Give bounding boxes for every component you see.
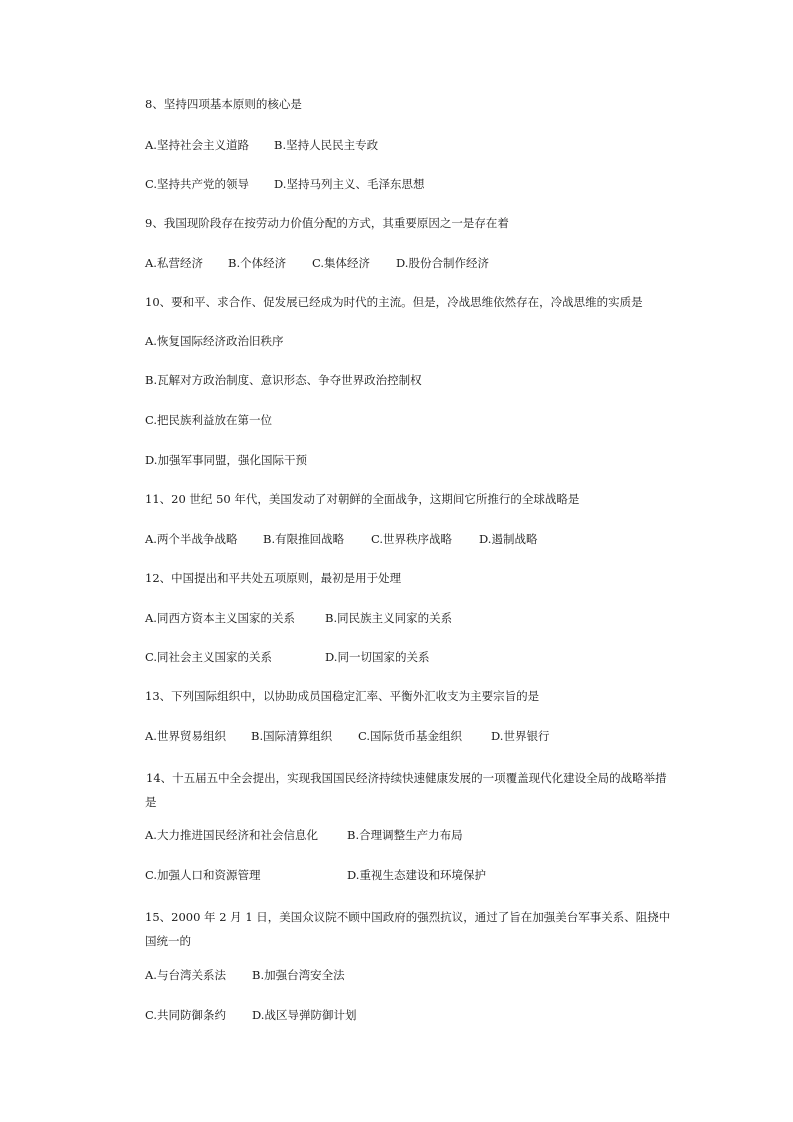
option-b: B.国际清算组织 [251,729,333,743]
question-10-option-d: D.加强军事同盟，强化国际干预 [145,453,307,467]
option-b: B.有限推回战略 [263,532,345,546]
option-d: D.世界银行 [491,729,550,743]
option-a: A.与台湾关系法 [145,968,226,982]
question-14-stem: 14、十五届五中全会提出，实现我国国民经济持续快速健康发展的一项覆盖现代化建设全局的战略举措是 [145,771,667,809]
option-b: B.坚持人民民主专政 [274,138,379,152]
question-13-stem: 13、下列国际组织中，以协助成员国稳定汇率、平衡外汇收支为主要宗旨的是 [145,689,540,703]
question-12-stem: 12、中国提出和平共处五项原则，最初是用于处理 [145,571,402,585]
question-10-stem: 10、要和平、求合作、促发展已经成为时代的主流。但是，冷战思维依然存在，冷战思维的实质是 [145,295,643,309]
question-12-options-row-2 [145,652,429,664]
option-d: D.股份合制作经济 [396,256,489,270]
option-c: C.国际货币基金组织 [358,729,463,743]
option-a: A.坚持社会主义道路 [145,138,249,152]
question-8-options-row-2 [145,179,424,191]
option-c: C.共同防御条约 [145,1008,227,1022]
question-9-options-row-1 [145,258,489,270]
option-d: D.战区导弹防御计划 [252,1008,357,1022]
question-11-options-row-1 [145,534,537,546]
question-12-options-row-1 [145,613,452,625]
option-b: B.合理调整生产力布局 [347,828,463,842]
option-d: D.同一切国家的关系 [325,650,430,664]
option-d: D.遏制战略 [479,532,538,546]
option-a: A.两个半战争战略 [145,532,238,546]
option-d: D.重视生态建设和环境保护 [347,868,486,882]
option-a: A.私营经济 [145,256,203,270]
question-10-option-b: B.瓦解对方政治制度、意识形态、争夺世界政治控制权 [145,373,422,387]
question-15-options-row-2 [145,1010,356,1022]
option-b: B.个体经济 [228,256,287,270]
question-8-options-row-1 [145,140,378,152]
option-b: B.同民族主义同家的关系 [325,611,453,625]
option-a: A.世界贸易组织 [145,729,226,743]
question-14-options-row-1 [145,830,463,842]
option-c: C.世界秩序战略 [371,532,453,546]
question-15-stem: 15、2000 年 2 月 1 日，美国众议院不顾中国政府的强烈抗议，通过了旨在加强美台军事关系、阻挠中国统一的 [145,910,671,948]
option-d: D.坚持马列主义、毛泽东思想 [274,177,425,191]
question-14-options-row-2 [145,870,486,882]
question-9-stem: 9、我国现阶段存在按劳动力价值分配的方式，其重要原因之一是存在着 [145,216,509,230]
option-c: C.集体经济 [312,256,371,270]
option-b: B.加强台湾安全法 [252,968,345,982]
option-c: C.同社会主义国家的关系 [145,650,273,664]
question-10-option-c: C.把民族利益放在第一位 [145,413,273,427]
option-c: C.坚持共产党的领导 [145,177,250,191]
question-11-stem: 11、20 世纪 50 年代，美国发动了对朝鲜的全面战争，这期间它所推行的全球战略是 [145,492,580,506]
question-10-option-a: A.恢复国际经济政治旧秩序 [145,334,284,348]
question-15-options-row-1 [145,970,345,982]
question-8-stem: 8、坚持四项基本原则的核心是 [145,97,302,111]
option-a: A.同西方资本主义国家的关系 [145,611,295,625]
option-c: C.加强人口和资源管理 [145,868,261,882]
option-a: A.大力推进国民经济和社会信息化 [145,828,318,842]
question-13-options-row-1 [145,731,549,743]
